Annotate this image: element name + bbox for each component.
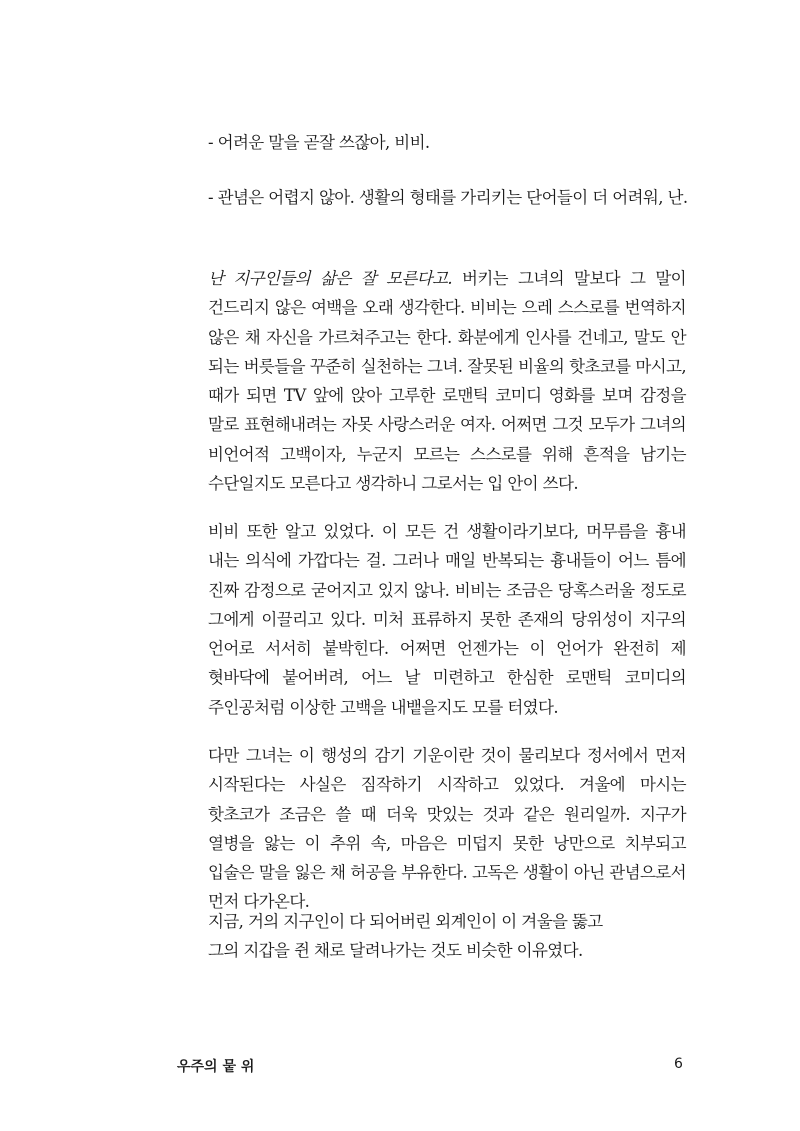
paragraph-4-line-2: 그의 지갑을 쥔 채로 달려나가는 것도 비슷한 이유였다.: [208, 941, 583, 961]
paragraph-2: 비비 또한 알고 있었다. 이 모든 건 생활이라기보다, 머무름을 흉내 내는 의식에 가깝다는 걸. 그러나 매일 반복되는 흉내들이 어느 틈에 진짜 감정으로 굳어지고 있지 않나. 비비는 조금은 당혹스러울 정도로 그에게 이끌리고 있다. 미처 표류하지 못한 존재의 당위성이 지구의 언어로 서서히 붙박힌다. 어쩌면 언젠가는 이 언어가 완전히 제 혓바닥에 붙어버려, 어느 날 미련하고 한심한 로맨틱 코미디의 주인공처럼 이상한 고백을 내뱉을지도 모를 터였다.: [208, 522, 686, 717]
dialogue-line-1: - 어려운 말을 곧잘 쓰잖아, 비비.: [208, 133, 430, 152]
paragraph-1-italic-lead: 난 지구인들의 삶은 잘 모른다고.: [208, 269, 452, 288]
paragraph-1: [208, 264, 686, 498]
paragraph-3: 다만 그녀는 이 행성의 감기 기운이란 것이 물리보다 정서에서 먼저 시작된다는 사실은 짐작하기 시작하고 있었다. 겨울에 마시는 핫초코가 조금은 쓸 때 더욱 맛있는 것과 같은 원리일까. 지구가 열병을 앓는 이 추위 속, 마음은 미덥지 못한 낭만으로 치부되고 입술은 말을 잃은 채 허공을 부유한다. 고독은 생활이 아닌 관념으로서 먼저 다가온다.: [208, 746, 686, 912]
page-number: 6: [674, 1056, 683, 1072]
paragraph-1-text: 버키는 그녀의 말보다 그 말이 건드리지 않은 여백을 오래 생각한다. 비비는 으레 스스로를 번역하지 않은 채 자신을 가르쳐주고는 한다. 화분에게 인사를 건네고, 말도 안 되는 버릇들을 꾸준히 실천하는 그녀. 잘못된 비율의 핫초코를 마시고, 때가 되면 TV 앞에 앉아 고루한 로맨틱 코미디 영화를 보며 감정을 말로 표현해내려는 자못 사랑스러운 여자. 어쩌면 그것 모두가 그녀의 비언어적 고백이자, 누군지 모르는 스스로를 위해 흔적을 남기는 수단일지도 모른다고 생각하니 그로서는 입 안이 쓰다.: [208, 269, 686, 494]
dialogue-line-2: - 관념은 어렵지 않아. 생활의 형태를 가리키는 단어들이 더 어려워, 난.: [208, 188, 688, 207]
paragraph-4-line-1: 지금, 거의 지구인이 다 되어버린 외계인이 이 겨울을 뚫고: [208, 912, 603, 931]
paragraph-4: [208, 907, 686, 966]
footer-book-title: 우주의 뭍 위: [177, 1059, 255, 1075]
